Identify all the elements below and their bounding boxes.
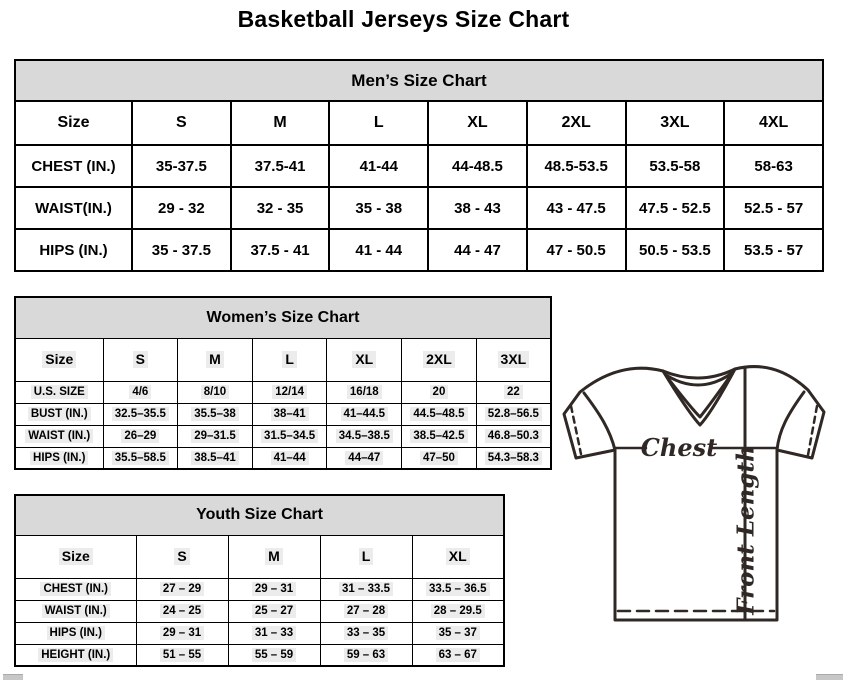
cell bbox=[327, 403, 402, 425]
cell: 47.5 - 52.5 bbox=[626, 187, 725, 229]
cell-text: 24 – 25 bbox=[160, 604, 204, 618]
col-header bbox=[320, 535, 412, 578]
row-label bbox=[15, 425, 103, 447]
row-label bbox=[15, 578, 136, 600]
row-label-text: HIPS (IN.) bbox=[47, 626, 105, 640]
cell-text: 31 – 33.5 bbox=[339, 582, 393, 596]
page-title: Basketball Jerseys Size Chart bbox=[237, 6, 570, 32]
col-header bbox=[228, 535, 320, 578]
womens-size-table bbox=[14, 296, 552, 470]
cell bbox=[320, 644, 412, 666]
cell: 44-48.5 bbox=[428, 145, 527, 187]
col-header-text: M bbox=[206, 351, 224, 369]
row-label bbox=[15, 381, 103, 403]
cell-text: 44–47 bbox=[345, 451, 383, 465]
cell-text: 25 – 27 bbox=[252, 604, 296, 618]
col-header bbox=[402, 338, 477, 381]
cell: 37.5 - 41 bbox=[231, 229, 330, 271]
youth-size-table bbox=[14, 494, 505, 667]
row-label bbox=[15, 600, 136, 622]
row-label-text: WAIST (IN.) bbox=[42, 604, 110, 618]
cell-text: 20 bbox=[430, 385, 449, 399]
cell bbox=[178, 403, 253, 425]
col-header-text: Size bbox=[42, 351, 76, 369]
cell: 29 - 32 bbox=[132, 187, 231, 229]
col-header-text: L bbox=[359, 548, 374, 566]
mens-size-table bbox=[14, 59, 824, 272]
col-header-text: S bbox=[174, 548, 189, 566]
col-header-text: XL bbox=[446, 548, 470, 566]
cell: 52.5 - 57 bbox=[724, 187, 823, 229]
cell: 53.5-58 bbox=[626, 145, 725, 187]
cell bbox=[228, 600, 320, 622]
cell bbox=[476, 381, 551, 403]
row-label bbox=[15, 644, 136, 666]
cell-text: 29 – 31 bbox=[252, 582, 296, 596]
cell bbox=[412, 600, 504, 622]
cell-text: 34.5–38.5 bbox=[336, 429, 393, 443]
cell-text: 41–44 bbox=[271, 451, 309, 465]
col-header-text: 3XL bbox=[498, 351, 530, 369]
cell bbox=[320, 578, 412, 600]
cell bbox=[402, 403, 477, 425]
cell: 43 - 47.5 bbox=[527, 187, 626, 229]
cell: 35-37.5 bbox=[132, 145, 231, 187]
cell-text: 41–44.5 bbox=[341, 407, 389, 421]
col-header bbox=[476, 338, 551, 381]
col-header bbox=[327, 338, 402, 381]
cell-text: 38–41 bbox=[271, 407, 309, 421]
chest-label: Chest bbox=[640, 433, 718, 462]
row-label-text: U.S. SIZE bbox=[31, 385, 88, 399]
cell-text: 55 – 59 bbox=[252, 648, 296, 662]
cell-text: 31 – 33 bbox=[252, 626, 296, 640]
cell bbox=[136, 622, 228, 644]
row-label: HIPS (IN.) bbox=[15, 229, 132, 271]
cell bbox=[103, 381, 178, 403]
cell bbox=[412, 622, 504, 644]
col-header-text: M bbox=[265, 548, 283, 566]
cell bbox=[252, 381, 327, 403]
cell bbox=[228, 622, 320, 644]
cell bbox=[228, 578, 320, 600]
cell: 41-44 bbox=[329, 145, 428, 187]
cell bbox=[136, 600, 228, 622]
cell bbox=[103, 447, 178, 469]
col-header: 3XL bbox=[626, 101, 725, 145]
cell-text: 47–50 bbox=[420, 451, 458, 465]
cell-text: 35 – 37 bbox=[436, 626, 480, 640]
row-label bbox=[15, 622, 136, 644]
cell-text: 35.5–38 bbox=[191, 407, 239, 421]
cell: 37.5-41 bbox=[231, 145, 330, 187]
cell bbox=[178, 425, 253, 447]
col-header: S bbox=[132, 101, 231, 145]
cell-text: 63 – 67 bbox=[436, 648, 480, 662]
cell bbox=[402, 381, 477, 403]
cell-text: 33.5 – 36.5 bbox=[426, 582, 490, 596]
jersey-outline bbox=[564, 367, 824, 620]
row-label-text: HIPS (IN.) bbox=[30, 451, 88, 465]
cell: 35 - 37.5 bbox=[132, 229, 231, 271]
col-header-text: Size bbox=[59, 548, 93, 566]
scrollbar-fragment-right[interactable] bbox=[816, 674, 843, 680]
scrollbar-fragment-left[interactable] bbox=[3, 674, 23, 680]
cell bbox=[228, 644, 320, 666]
cell: 44 - 47 bbox=[428, 229, 527, 271]
cell: 35 - 38 bbox=[329, 187, 428, 229]
row-label bbox=[15, 447, 103, 469]
cell bbox=[178, 381, 253, 403]
cell-text: 51 – 55 bbox=[160, 648, 204, 662]
cell: 50.5 - 53.5 bbox=[626, 229, 725, 271]
cell-text: 27 – 28 bbox=[344, 604, 388, 618]
cell: 41 - 44 bbox=[329, 229, 428, 271]
cell-text: 28 – 29.5 bbox=[431, 604, 485, 618]
cell-text: 27 – 29 bbox=[160, 582, 204, 596]
cell: 32 - 35 bbox=[231, 187, 330, 229]
womens-table-title: Women’s Size Chart bbox=[15, 297, 551, 338]
cell-text: 29–31.5 bbox=[191, 429, 239, 443]
cell bbox=[327, 425, 402, 447]
row-label bbox=[15, 403, 103, 425]
col-header bbox=[103, 338, 178, 381]
cell-text: 59 – 63 bbox=[344, 648, 388, 662]
mens-table-title: Men’s Size Chart bbox=[15, 60, 823, 101]
cell-text: 22 bbox=[504, 385, 523, 399]
col-header bbox=[412, 535, 504, 578]
cell-text: 54.3–58.3 bbox=[485, 451, 542, 465]
jersey-measurement-diagram bbox=[560, 362, 832, 624]
front-length-label: Front Length bbox=[732, 445, 760, 615]
cell-text: 4/6 bbox=[129, 385, 151, 399]
col-header bbox=[15, 338, 103, 381]
cell bbox=[402, 447, 477, 469]
cell-text: 44.5–48.5 bbox=[410, 407, 467, 421]
cell-text: 38.5–42.5 bbox=[410, 429, 467, 443]
cell bbox=[327, 447, 402, 469]
cell bbox=[136, 578, 228, 600]
col-header: Size bbox=[15, 101, 132, 145]
cell bbox=[136, 644, 228, 666]
col-header-text: 2XL bbox=[423, 351, 455, 369]
col-header: L bbox=[329, 101, 428, 145]
col-header: 2XL bbox=[527, 101, 626, 145]
col-header-text: XL bbox=[352, 351, 376, 369]
col-header bbox=[136, 535, 228, 578]
youth-table-title: Youth Size Chart bbox=[15, 495, 504, 535]
cell-text: 12/14 bbox=[272, 385, 307, 399]
cell bbox=[476, 403, 551, 425]
cell-text: 8/10 bbox=[201, 385, 229, 399]
cell-text: 32.5–35.5 bbox=[112, 407, 169, 421]
cell: 48.5-53.5 bbox=[527, 145, 626, 187]
col-header bbox=[15, 535, 136, 578]
cell-text: 46.8–50.3 bbox=[485, 429, 542, 443]
col-header: M bbox=[231, 101, 330, 145]
cell bbox=[476, 447, 551, 469]
col-header-text: L bbox=[282, 351, 297, 369]
cell-text: 52.8–56.5 bbox=[485, 407, 542, 421]
row-label-text: BUST (IN.) bbox=[28, 407, 91, 421]
cell bbox=[412, 644, 504, 666]
row-label-text: WAIST (IN.) bbox=[25, 429, 93, 443]
cell bbox=[327, 381, 402, 403]
cell bbox=[252, 425, 327, 447]
cell-text: 16/18 bbox=[347, 385, 382, 399]
col-header: XL bbox=[428, 101, 527, 145]
row-label-text: CHEST (IN.) bbox=[40, 582, 111, 596]
row-label: WAIST(IN.) bbox=[15, 187, 132, 229]
cell bbox=[103, 403, 178, 425]
cell bbox=[178, 447, 253, 469]
cell bbox=[476, 425, 551, 447]
cell: 53.5 - 57 bbox=[724, 229, 823, 271]
col-header bbox=[252, 338, 327, 381]
cell-text: 38.5–41 bbox=[191, 451, 239, 465]
cell bbox=[402, 425, 477, 447]
cell bbox=[412, 578, 504, 600]
col-header-text: S bbox=[133, 351, 148, 369]
cell bbox=[320, 600, 412, 622]
cell bbox=[320, 622, 412, 644]
row-label-text: HEIGHT (IN.) bbox=[38, 648, 113, 662]
cell bbox=[103, 425, 178, 447]
cell-text: 29 – 31 bbox=[160, 626, 204, 640]
cell-text: 35.5–58.5 bbox=[112, 451, 169, 465]
cell: 58-63 bbox=[724, 145, 823, 187]
col-header bbox=[178, 338, 253, 381]
cell-text: 33 – 35 bbox=[344, 626, 388, 640]
col-header: 4XL bbox=[724, 101, 823, 145]
cell: 38 - 43 bbox=[428, 187, 527, 229]
cell bbox=[252, 447, 327, 469]
cell-text: 31.5–34.5 bbox=[261, 429, 318, 443]
cell bbox=[252, 403, 327, 425]
cell-text: 26–29 bbox=[121, 429, 159, 443]
row-label: CHEST (IN.) bbox=[15, 145, 132, 187]
cell: 47 - 50.5 bbox=[527, 229, 626, 271]
